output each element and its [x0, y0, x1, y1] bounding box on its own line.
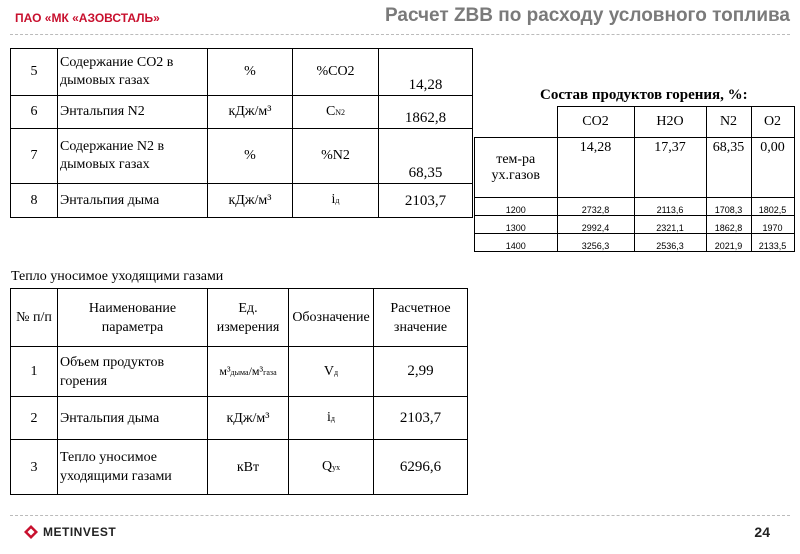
param-name: Содержание СО2 в дымовых газах	[58, 49, 208, 96]
column-header: Ед. измерения	[208, 289, 289, 347]
enthalpy-value: 1862,8	[706, 216, 751, 234]
column-header: О2	[751, 107, 794, 138]
table-row	[11, 129, 473, 184]
composition-value: 68,35	[706, 138, 751, 198]
param-symbol	[289, 440, 374, 495]
temperature-value: 1400	[475, 234, 558, 252]
temperature-row	[475, 198, 795, 216]
symbol-subscript: д	[335, 196, 340, 205]
company-name: ПАО «МК «АЗОВСТАЛЬ»	[15, 11, 160, 25]
unit-part: м³	[219, 363, 231, 378]
row-number: 2	[11, 397, 58, 440]
param-value: 2103,7	[379, 184, 473, 218]
unit-subscript: газа	[263, 367, 277, 377]
param-symbol: %N2	[293, 129, 379, 184]
composition-title: Состав продуктов горения, %:	[540, 87, 748, 103]
column-header: Н2О	[634, 107, 706, 138]
row-number: 5	[11, 49, 58, 96]
table-header-row	[11, 289, 468, 347]
symbol-main: C	[325, 103, 336, 119]
symbol-subscript: д	[334, 367, 339, 377]
param-unit	[208, 347, 289, 397]
param-name: Объем продуктов горения	[58, 347, 208, 397]
param-value: 68,35	[379, 129, 473, 184]
composition-header-row	[475, 107, 795, 138]
param-unit: кДж/м³	[208, 184, 293, 218]
table-row	[11, 440, 468, 495]
param-value: 6296,6	[374, 440, 468, 495]
header-divider	[10, 34, 790, 35]
enthalpy-value: 2732,8	[557, 198, 634, 216]
row-number: 6	[11, 96, 58, 129]
symbol-main: i	[327, 410, 331, 425]
column-header: СО2	[557, 107, 634, 138]
enthalpy-value: 1970	[751, 216, 794, 234]
symbol-main: i	[331, 192, 336, 207]
temperature-row	[475, 216, 795, 234]
param-symbol	[289, 397, 374, 440]
param-unit: кДж/м³	[208, 397, 289, 440]
company-logo	[24, 525, 116, 539]
param-symbol	[293, 96, 379, 129]
enthalpy-value: 2536,3	[634, 234, 706, 252]
column-header: N2	[706, 107, 751, 138]
blank-cell	[475, 107, 558, 138]
table-row	[11, 397, 468, 440]
table-row	[11, 49, 473, 96]
symbol-main: V	[323, 363, 335, 379]
row-number: 8	[11, 184, 58, 218]
param-symbol: %СО2	[293, 49, 379, 96]
symbol-main: Q	[321, 459, 333, 474]
param-value: 2,99	[374, 347, 468, 397]
unit-subscript: дыма	[230, 367, 249, 377]
param-name: Содержание N2 в дымовых газах	[58, 129, 208, 184]
footer-divider	[10, 515, 790, 516]
param-name: Энтальпия N2	[58, 96, 208, 129]
enthalpy-value: 2321,1	[634, 216, 706, 234]
composition-table	[474, 106, 795, 252]
enthalpy-value: 2133,5	[751, 234, 794, 252]
row-number: 7	[11, 129, 58, 184]
logo-text: METINVEST	[43, 525, 117, 539]
temperature-value: 1200	[475, 198, 558, 216]
param-unit: %	[208, 49, 293, 96]
param-symbol	[293, 184, 379, 218]
table-row	[11, 184, 473, 218]
enthalpy-value: 2113,6	[634, 198, 706, 216]
temperature-label: тем-ра ух.газов	[475, 138, 558, 198]
symbol-subscript: д	[330, 414, 335, 423]
enthalpy-value: 2021,9	[706, 234, 751, 252]
row-number: 1	[11, 347, 58, 397]
composition-value: 0,00	[751, 138, 794, 198]
symbol-subscript: N2	[335, 107, 346, 117]
column-header: Обозначение	[289, 289, 374, 347]
table-row	[11, 96, 473, 129]
enthalpy-value: 3256,3	[557, 234, 634, 252]
temperature-row	[475, 234, 795, 252]
heat-table	[10, 288, 468, 495]
composition-value: 14,28	[557, 138, 634, 198]
slide-title: Расчет ZВВ по расходу условного топлива	[384, 5, 790, 26]
param-name: Энтальпия дыма	[58, 397, 208, 440]
unit-part: /м³	[248, 363, 264, 378]
column-header: Расчетное значение	[374, 289, 468, 347]
param-value: 14,28	[379, 49, 473, 96]
param-name: Энтальпия дыма	[58, 184, 208, 218]
composition-value: 17,37	[634, 138, 706, 198]
enthalpy-value: 1802,5	[751, 198, 794, 216]
page-number: 24	[754, 524, 770, 540]
param-unit: кВт	[208, 440, 289, 495]
enthalpy-value: 2992,4	[557, 216, 634, 234]
row-number: 3	[11, 440, 58, 495]
symbol-subscript: ух	[332, 463, 341, 472]
enthalpy-value: 1708,3	[706, 198, 751, 216]
column-header: Наименование параметра	[58, 289, 208, 347]
composition-values-row	[475, 138, 795, 198]
param-name: Тепло уносимое уходящими газами	[58, 440, 208, 495]
enthalpy-table	[10, 48, 473, 218]
heat-section-title: Тепло уносимое уходящими газами	[11, 269, 224, 284]
metinvest-logo-icon	[24, 525, 38, 539]
param-value: 2103,7	[374, 397, 468, 440]
table-row	[11, 347, 468, 397]
param-symbol	[289, 347, 374, 397]
column-header: № п/п	[11, 289, 58, 347]
param-unit: %	[208, 129, 293, 184]
param-unit: кДж/м³	[208, 96, 293, 129]
param-value: 1862,8	[379, 96, 473, 129]
temperature-value: 1300	[475, 216, 558, 234]
